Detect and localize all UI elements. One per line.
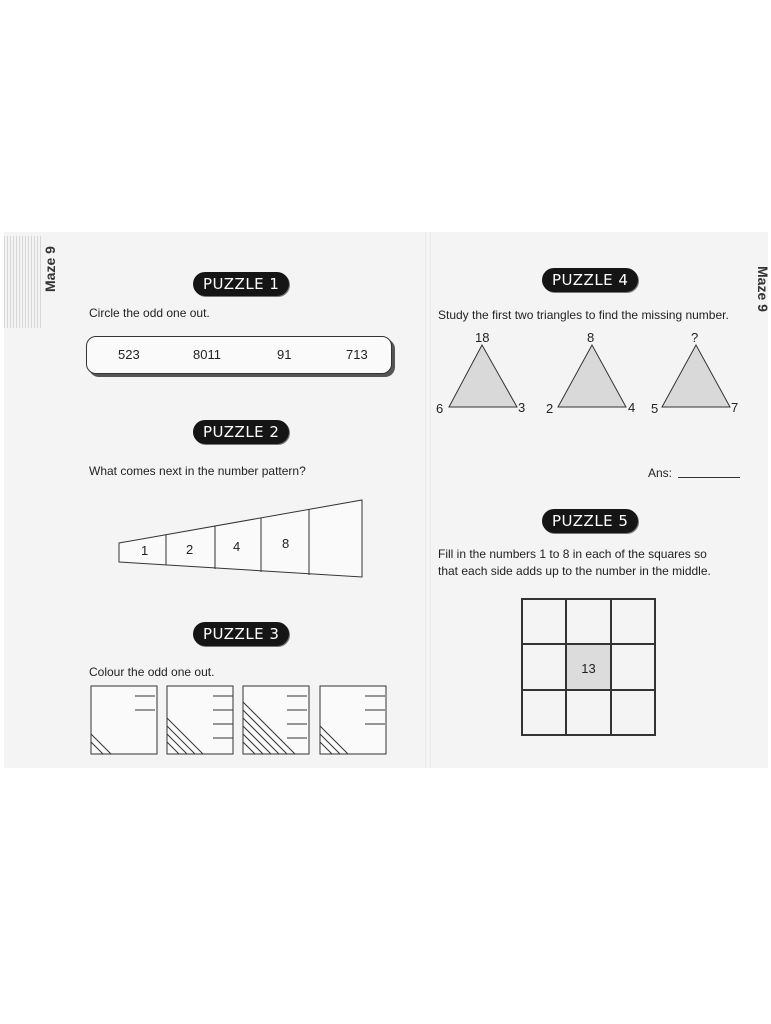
puzzle3-instruction: Colour the odd one out. [89, 665, 215, 679]
left-page-label: Maze 9 [42, 246, 58, 292]
puzzle2-cell-4: 8 [282, 536, 290, 551]
triangle3-left: 5 [651, 401, 659, 416]
puzzle4-badge: PUZZLE 4 [542, 268, 638, 292]
grid-cell[interactable] [522, 644, 566, 689]
puzzle1-number[interactable]: 91 [277, 347, 292, 362]
puzzle1-number-box [86, 336, 392, 374]
puzzle3-square-1[interactable] [91, 686, 157, 754]
puzzle2-number-wedge [112, 494, 368, 582]
puzzle3-square-4[interactable] [320, 686, 386, 754]
puzzle2-badge: PUZZLE 2 [193, 420, 289, 444]
puzzle2-instruction: What comes next in the number pattern? [89, 464, 306, 478]
puzzle1-number[interactable]: 713 [346, 347, 368, 362]
puzzle5-instruction-line2: that each side adds up to the number in the middle. [438, 564, 711, 578]
grid-cell[interactable] [566, 690, 610, 735]
grid-cell[interactable] [611, 690, 655, 735]
puzzle3-badge: PUZZLE 3 [193, 622, 289, 646]
triangle2-right: 4 [628, 400, 636, 415]
center-number: 13 [581, 661, 596, 677]
triangle1-right: 3 [518, 400, 526, 415]
grid-center-cell [566, 644, 610, 689]
grid-cell[interactable] [522, 690, 566, 735]
puzzle4-answer-line[interactable] [678, 477, 740, 478]
puzzle1-number[interactable]: 8011 [193, 347, 221, 362]
triangle2-left: 2 [546, 401, 554, 416]
puzzle4-triangles [432, 328, 742, 420]
grid-cell[interactable] [566, 599, 610, 644]
puzzle1-badge: PUZZLE 1 [193, 272, 289, 296]
binding-edge [4, 236, 42, 328]
puzzle2-cell-3: 4 [233, 539, 241, 554]
triangle3-right: 7 [731, 400, 739, 415]
puzzle5-badge: PUZZLE 5 [542, 509, 638, 533]
puzzle4-instruction: Study the first two triangles to find the missing number. [438, 308, 729, 322]
puzzle2-cell-1: 1 [141, 543, 149, 558]
page-spine [425, 232, 431, 768]
puzzle1-number[interactable]: 523 [118, 347, 140, 362]
puzzle3-squares [88, 684, 392, 758]
puzzle3-square-2[interactable] [167, 686, 233, 754]
puzzle3-square-3[interactable] [243, 686, 309, 754]
puzzle1-instruction: Circle the odd one out. [89, 306, 210, 320]
right-page-label: Maze 9 [755, 266, 771, 312]
grid-cell[interactable] [611, 599, 655, 644]
puzzle5-magic-square [521, 598, 656, 736]
grid-cell[interactable] [611, 644, 655, 689]
triangle2-top: 8 [587, 330, 595, 345]
puzzle2-cell-2: 2 [186, 542, 194, 557]
triangle3-top: ? [691, 330, 699, 345]
triangle1-left: 6 [436, 401, 444, 416]
puzzle5-instruction-line1: Fill in the numbers 1 to 8 in each of the squares so [438, 547, 707, 561]
puzzle4-answer-label: Ans: [648, 466, 673, 480]
grid-cell[interactable] [522, 599, 566, 644]
triangle1-top: 18 [475, 330, 490, 345]
